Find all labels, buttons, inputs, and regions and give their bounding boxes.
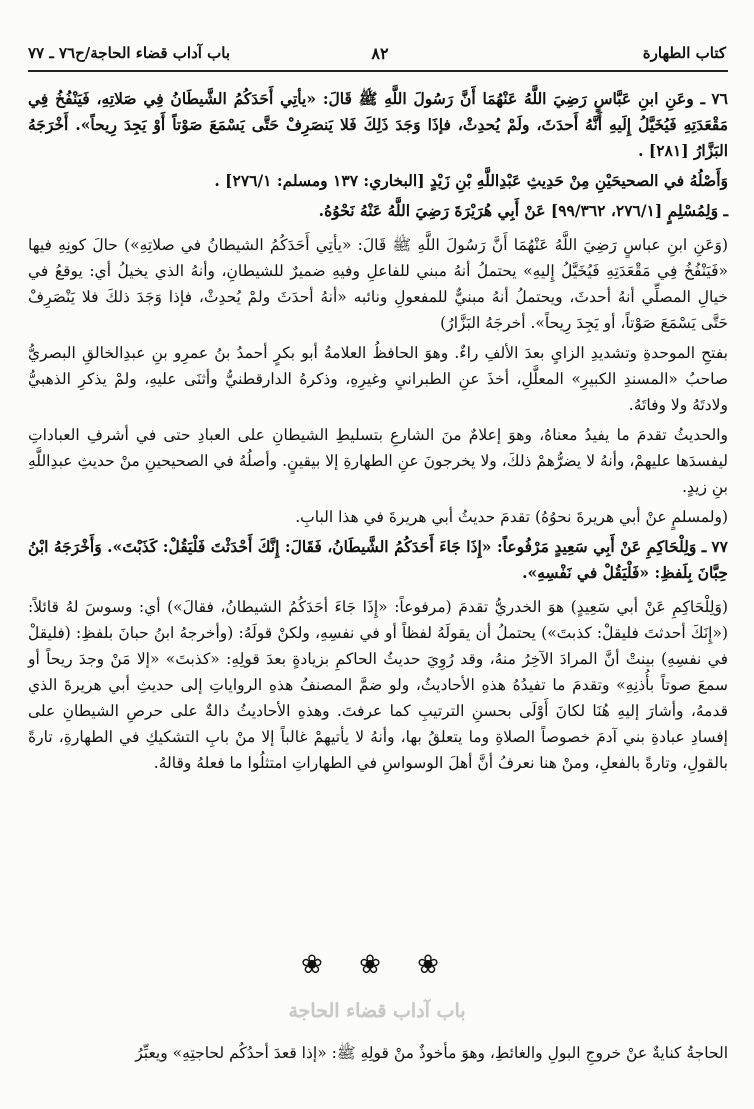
paragraph-text: (ولمسلمٍ عنْ أبي هريرةَ نحوُهُ) تقدمَ حديثُ أبي هريرةَ في هذا البابِ. xyxy=(295,508,728,526)
commentary-paragraph xyxy=(28,594,728,776)
book-title: كتاب الطهارة xyxy=(642,44,726,62)
main-text xyxy=(28,86,728,780)
paragraph-text: بفتحِ الموحدةِ وتشديدِ الزايِ بعدَ الألفِ راءٌ. وهوَ الحافظُ العلامةُ أبو بكرٍ أحمدُ بنُ عمرِو بنِ عبدِالخالقِ البصريُّ صاحبُ «المسندِ الكبيرِ» المعلَّلِ، أخذَ عنِ الطبرانيِ وغيرِهِ، وذكرهُ الدارقطنيُّ وأثنَى عليهِ، ولمْ يذكرِ الذهبيُّ ولادتَهُ ولا وفاتَهُ. xyxy=(28,344,728,414)
paragraph-text: ـ وَلِمُسْلِمٍ [٢٧٦/١، ٩٩/٣٦٢] عَنْ أَبِي هُرَيْرَةَ رَضِيَ اللَّهُ عَنْهُ نَحْوُهُ. xyxy=(318,201,728,220)
paragraph-text: وَأَصْلُهُ في الصحيحَيْنِ مِنْ حَدِيثِ عَبْدِاللَّهِ بْنِ زَيْدٍ [البخاري: ١٣٧ ومسلم: ٢٧٦/١] . xyxy=(214,171,728,190)
final-line: الحاجةُ كنايةٌ عنْ خروجِ البولِ والغائطِ، وهوَ مأخوذٌ منْ قولِهِ ﷺ: «إذا قعدَ أحدُكُم لحاجتِهِ» ويعبِّرُ xyxy=(135,1044,728,1062)
commentary-paragraph xyxy=(28,340,728,418)
header-divider xyxy=(28,70,728,72)
commentary-paragraph xyxy=(28,232,728,336)
hadith-76-muslim xyxy=(28,198,728,224)
hadith-77 xyxy=(28,534,728,586)
hadith-text: ـ وَلِلْحَاكِمِ عَنْ أَبِي سَعِيدٍ مَرْفُوعاً: «إِذَا جَاءَ أَحَدَكُمُ الشَّيطَانُ، فَقَالَ: إِنَّكَ أَحْدَثْتَ فَلْيَقُلْ: كَذَبْتَ». وَأَخْرَجَهُ ابْنُ حِبَّانَ بِلَفظِ: «فَلْيَقُلْ في نَفْسِهِ». xyxy=(28,537,728,582)
commentary-paragraph xyxy=(28,504,728,530)
hadith-76-origin xyxy=(28,168,728,194)
paragraph-text: (وَلِلْحَاكِمِ عَنْ أبي سَعِيدٍ) هوَ الخدريُّ تقدمَ (مرفوعاً: «إِذَا جَاءَ أحَدَكُمُ الشيطانُ، فقالَ») أي: وسوسَ لهُ قائلاً: («إِنَكَ أحدثتَ فليقلْ: كذبتَ») يحتملُ أن يقولَهُ لفظاً أو في نفسِهِ، ولكنْ قولَهُ: (وأخرجهُ ابنُ حبانَ بلفظِ: (فليقلْ في نفسِهِ) بينتْ أنَّ المرادَ الآخِرُ منهُ، وقد رُوِيَ حديثُ الحاكمِ بزيادةٍ بعدَ قولِهِ: «كذبتَ» «إلا مَنْ وجدَ ريحاً أو سمعَ صوتاً بأُذنِهِ» وتقدمَ ما تفيدُهُ هذهِ الأحاديثُ، ولو ضمَّ المصنفُ هذهِ الرواياتِ إلى حديثِ أبي هريرةَ الذي قدمهُ، وأشارَ إليهِ هُنَا لكانَ أَوْلَى بحسنِ الترتيبِ كما عرفتَ. وهذهِ الأحاديثُ دالةٌ على حرصِ الشيطانِ على إفسادِ عبادةِ بني آدمَ خصوصاً الصلاةِ وما يتعلقُ بها، وأنهُ لا يأتيهمْ غالباً إلا منْ بابِ التشكيكِ في الطهارةِ، تارةً بالقولِ، وتارةً بالفعلِ، ومنْ هنا نعرفُ أنَّ أهلَ الوسواسِ في الطهاراتِ امتثلُوا ما فعلهُ وقالهُ. xyxy=(28,598,728,772)
commentary-paragraph xyxy=(28,422,728,500)
hadith-76 xyxy=(28,86,728,164)
hadith-text: ـ وعَنِ ابنِ عَبَّاسٍ رَضِيَ اللَّهُ عَنْهُمَا أَنَّ رَسُولَ اللَّهِ ﷺ قَالَ: «يأتِي أَحَدَكُمُ الشَّيطَانُ فِي صَلاتِهِ، فَيَنْفُخُ فِي مَقْعَدَتِهِ فَيُخَيَّلُ إِلَيهِ أَنَّهُ أَحدَثَ، ولَمْ يُحدِثْ، فإذَا وَجَدَ ذَلِكَ فَلا يَنصَرِفْ حَتَّى يَسْمَعَ صَوْتاً أَوْ يَجِدَ رِيحاً». أَخْرَجَهُ البَزَّارُ [٢٨١] . xyxy=(28,89,728,160)
chapter-reference: باب آداب قضاء الحاجة/ح٧٦ ـ ٧٧ xyxy=(28,44,231,62)
paragraph-text: والحديثُ تقدمَ ما يفيدُ معناهُ، وهوَ إعلامٌ منَ الشارعِ بتسليطِ الشيطانِ على العبادِ حتى في أشرفِ العباداتِ ليفسدَها عليهمْ، وأنهُ لا يضرُّهمْ ذلكَ، ولا يخرجونَ عنِ الطهارةِ إلا بيقينٍ. وأصلُهُ في الصحيحينِ منْ حديثِ عبدِاللَّهِ بنِ زيدٍ. xyxy=(28,426,728,496)
hadith-number: ٧٦ xyxy=(711,89,729,108)
paragraph-text: (وَعَنِ ابنِ عباسٍ رَضِيَ اللَّهُ عَنْهُمَا أَنَّ رَسُولَ اللَّهِ ﷺ قَالَ: «يأتِي أَحَدَكُمُ الشيطانُ في صلاتِهِ») حالَ كونِهِ فيها «فَيَنْفُخُ فِي مَقْعَدَتِهِ فَيُخَيَّلُ إِليهِ» يحتملُ أنهُ مبني للفاعلِ وفيهِ ضميرٌ للشيطانِ، وأنهُ الذي يخيلُ أي: يوقعُ في خيالِ المصلِّي أنهُ أحدثَ، ويحتملُ أنهُ مبنيٌّ للمفعولِ ونائبه «أنهُ أحدَثَ ولمْ يُحدِثْ، فإذا وَجَدَ ذلكَ فلا يَنْصَرِفْ حَتَّى يَسْمَعَ صَوْتاً، أو يَجِدَ رِيحاً». أخرجَهُ البَزَّارُ) xyxy=(28,236,728,332)
page-number: ٨٢ xyxy=(371,44,389,63)
hadith-number: ٧٧ xyxy=(711,537,728,556)
chapter-heading: باب آداب قضاء الحاجة xyxy=(288,1000,466,1022)
section-ornaments: ❀ ❀ ❀ xyxy=(301,950,453,980)
